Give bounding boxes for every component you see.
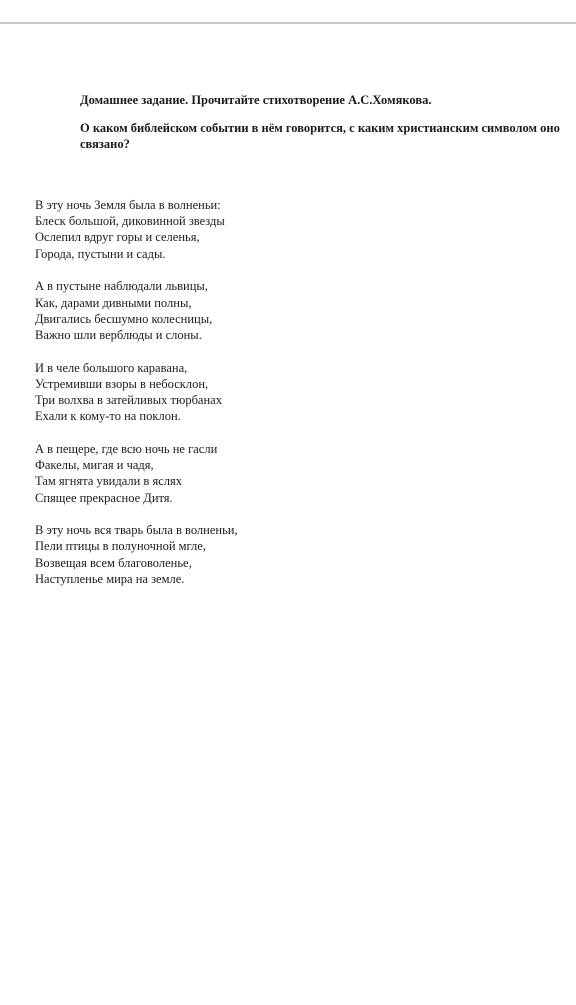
poem-line: И в челе большого каравана, [35, 360, 188, 375]
assignment-question: О каком библейском событии в нём говорится, с каким христианским символом оно связано? [80, 121, 560, 151]
poem-line: Блеск большой, диковинной звезды [35, 214, 225, 229]
poem-line: Спящее прекрасное Дитя. [35, 490, 173, 505]
poem-line: Ехали к кому-то на поклон. [35, 409, 181, 424]
poem-stanza [35, 441, 555, 506]
poem-line: Там ягнята увидали в яслях [35, 474, 182, 489]
poem-stanza [35, 360, 555, 425]
poem-line: Наступленье мира на земле. [35, 571, 185, 586]
poem-line: Возвещая всем благоволенье, [35, 555, 192, 570]
poem [35, 197, 555, 604]
poem-line: А в пещере, где всю ночь не гасли [35, 441, 218, 456]
poem-line: Двигались бесшумно колесницы, [35, 311, 213, 326]
assignment-heading: Домашнее задание. Прочитайте стихотворение А.С.Хомякова. [80, 93, 432, 107]
poem-line: Важно шли верблюды и слоны. [35, 327, 202, 342]
poem-line: Факелы, мигая и чадя, [35, 458, 154, 473]
poem-line: Устремивши взоры в небосклон, [35, 376, 209, 391]
poem-stanza [35, 197, 555, 262]
poem-line: В эту ночь Земля была в волненьи: [35, 198, 221, 212]
poem-line: Пели птицы в полуночной мгле, [35, 539, 206, 554]
viewer-top-bar [0, 0, 576, 24]
poem-line: В эту ночь вся тварь была в волненьи, [35, 523, 238, 538]
poem-line: Ослепил вдруг горы и селенья, [35, 230, 200, 245]
poem-line: Три волхва в затейливых тюрбанах [35, 393, 222, 408]
poem-stanza [35, 522, 555, 587]
poem-line: А в пустыне наблюдали львицы, [35, 279, 208, 294]
poem-line: Как, дарами дивными полны, [35, 295, 192, 310]
poem-stanza [35, 278, 555, 343]
poem-line: Города, пустыни и сады. [35, 246, 166, 261]
